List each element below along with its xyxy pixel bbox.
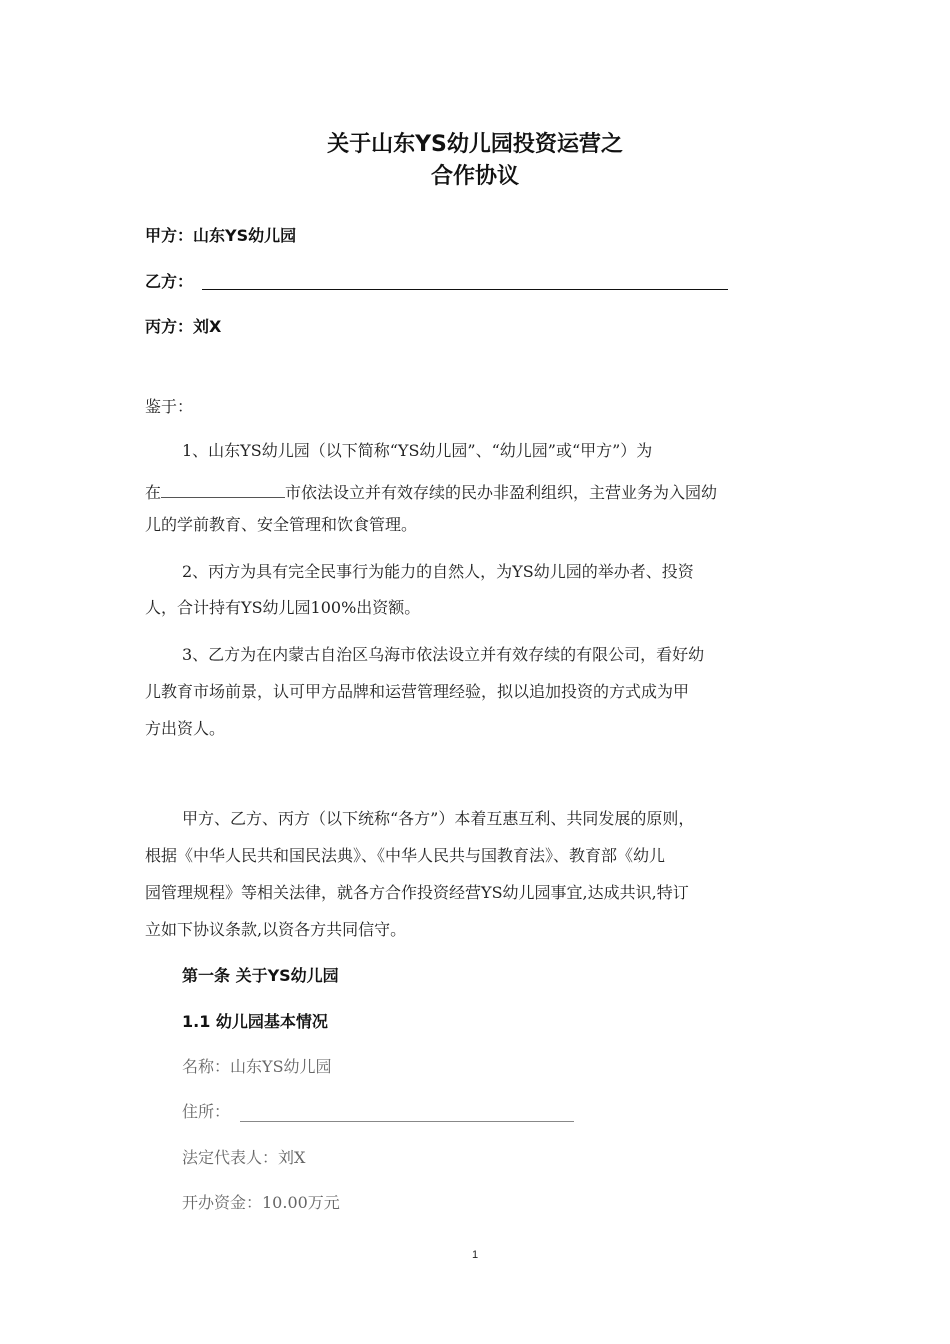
clause3-line1: 3、乙方为在内蒙古自治区乌海市依法设立并有效存续的有限公司，看好幼 (182, 645, 705, 664)
clause1-line2-suffix: 市依法设立并有效存续的民办非盈利组织，主营业务为入园幼 (285, 483, 718, 502)
party-c: 丙方：刘X (145, 317, 222, 336)
clause3-line2: 儿教育市场前景，认可甲方品牌和运营管理经验，拟以追加投资的方式成为甲 (145, 682, 690, 701)
legal-representative: 法定代表人：刘X (182, 1148, 306, 1167)
kindergarten-address-label: 住所： (182, 1102, 231, 1121)
clause1-line1: 1、山东YS幼儿园（以下简称“YS幼儿园”、“幼儿园”或“甲方”）为 (182, 441, 653, 460)
clause1-line2-prefix: 在 (145, 483, 162, 502)
preamble-line2: 根据《中华人民共和国民法典》、《中华人民共与国教育法》、教育部《幼儿 (145, 846, 666, 865)
clause1-line3: 儿的学前教育、安全管理和饮食管理。 (145, 515, 418, 534)
section-1-1-heading: 1.1 幼儿园基本情况 (182, 1012, 328, 1031)
city-blank-line (161, 479, 285, 498)
preamble-line4: 立如下协议条款,以资各方共同信守。 (145, 920, 407, 939)
address-blank-line (240, 1121, 574, 1122)
kindergarten-name: 名称：山东YS幼儿园 (182, 1057, 332, 1076)
document-title-line1: 关于山东YS幼儿园投资运营之 (327, 132, 623, 157)
party-b-blank-line (202, 289, 728, 290)
whereas-label: 鉴于： (145, 397, 194, 416)
startup-capital: 开办资金：10.00万元 (182, 1193, 340, 1212)
preamble-line1: 甲方、乙方、丙方（以下统称“各方”）本着互惠互利、共同发展的原则， (182, 809, 695, 828)
clause3-line3: 方出资人。 (145, 719, 226, 738)
party-b: 乙方： (145, 272, 194, 291)
clause2-line1: 2、丙方为具有完全民事行为能力的自然人，为YS幼儿园的举办者、投资 (182, 562, 694, 581)
party-a: 甲方：山东YS幼儿园 (145, 226, 297, 245)
document-title-line2: 合作协议 (430, 164, 519, 189)
clause1-line2 (145, 479, 717, 504)
clause2-line2: 人，合计持有YS幼儿园100%出资额。 (145, 598, 421, 617)
preamble-line3: 园管理规程》等相关法律，就各方合作投资经营YS幼儿园事宜,达成共识,特订 (145, 883, 689, 902)
article1-heading: 第一条 关于YS幼儿园 (182, 966, 339, 985)
page-number: 1 (471, 1249, 479, 1261)
